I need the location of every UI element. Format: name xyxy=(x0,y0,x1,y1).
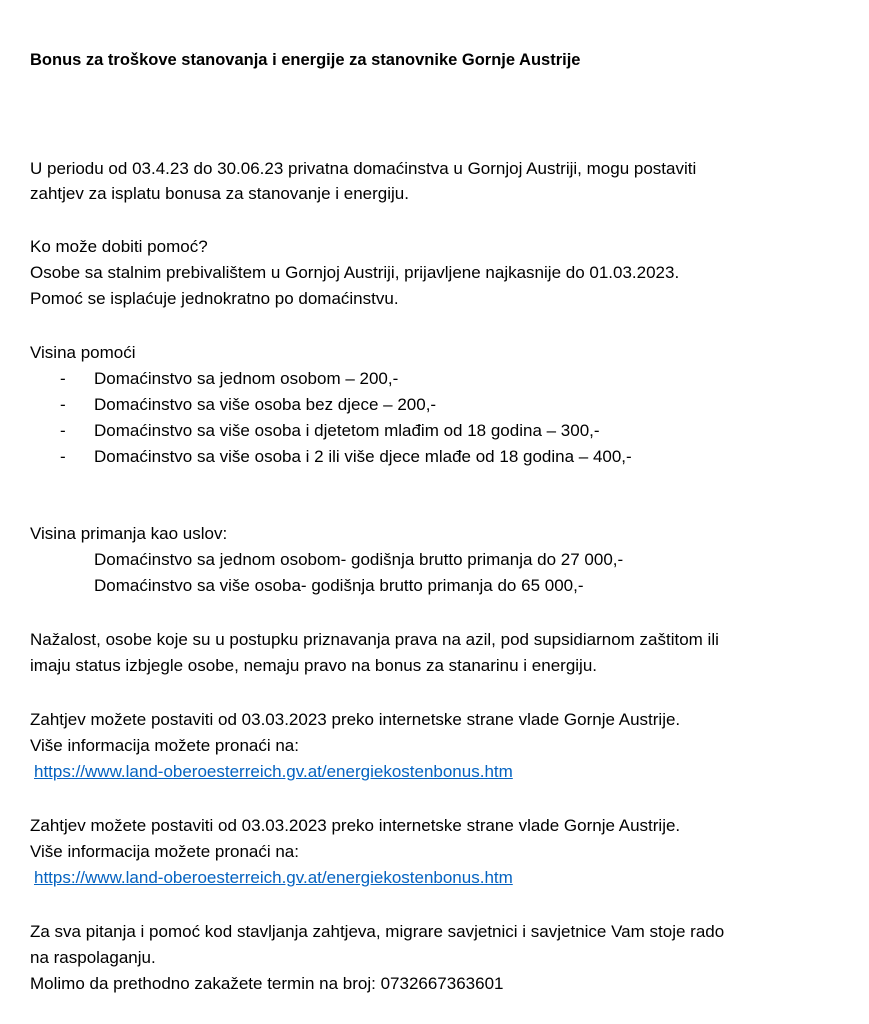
exclusion-line-2: imaju status izbjegle osobe, nemaju pravo na bonus za stanarinu i energiju. xyxy=(30,656,598,675)
amount-item-text: Domaćinstvo sa više osoba bez djece – 200,- xyxy=(94,395,437,414)
application-line-1: Zahtjev možete postaviti od 03.03.2023 preko internetske strane vlade Gornje Austrije. xyxy=(30,816,681,835)
bullet-dash: - xyxy=(60,395,66,414)
amount-heading: Visina pomoći xyxy=(30,343,136,362)
contact-phone-line: Molimo da prethodno zakažete termin na broj: 0732667363601 xyxy=(30,974,504,993)
amount-item-text: Domaćinstvo sa jednom osobom – 200,- xyxy=(94,369,399,388)
contact-line-1: Za sva pitanja i pomoć kod stavljanja zahtjeva, migrare savjetnici i savjetnice Vam stoje rado xyxy=(30,922,725,941)
application-line-1: Zahtjev možete postaviti od 03.03.2023 preko internetske strane vlade Gornje Austrije. xyxy=(30,710,681,729)
eligibility-line-1: Osobe sa stalnim prebivalištem u Gornjoj Austriji, prijavljene najkasnije do 01.03.2023. xyxy=(30,263,680,282)
intro-line-2: zahtjev za isplatu bonusa za stanovanje i energiju. xyxy=(30,184,409,203)
energy-bonus-link[interactable]: https://www.land-oberoesterreich.gv.at/energiekostenbonus.htm xyxy=(34,868,513,887)
application-line-2: Više informacija možete pronaći na: xyxy=(30,842,299,861)
amount-item-text: Domaćinstvo sa više osoba i djetetom mlađim od 18 godina – 300,- xyxy=(94,421,600,440)
application-line-2: Više informacija možete pronaći na: xyxy=(30,736,299,755)
exclusion-line-1: Nažalost, osobe koje su u postupku priznavanja prava na azil, pod supsidiarnom zaštitom ili xyxy=(30,630,719,649)
eligibility-heading: Ko može dobiti pomoć? xyxy=(30,237,208,256)
intro-line-1: U periodu od 03.4.23 do 30.06.23 privatna domaćinstva u Gornjoj Austriji, mogu postaviti xyxy=(30,159,697,178)
income-line-2: Domaćinstvo sa više osoba- godišnja brutto primanja do 65 000,- xyxy=(94,576,584,595)
income-heading: Visina primanja kao uslov: xyxy=(30,524,228,543)
amount-item-text: Domaćinstvo sa više osoba i 2 ili više djece mlađe od 18 godina – 400,- xyxy=(94,447,632,466)
document-title: Bonus za troškove stanovanja i energije za stanovnike Gornje Austrije xyxy=(30,51,581,69)
income-line-1: Domaćinstvo sa jednom osobom- godišnja brutto primanja do 27 000,- xyxy=(94,550,624,569)
contact-line-2: na raspolaganju. xyxy=(30,948,156,967)
bullet-dash: - xyxy=(60,421,66,440)
bullet-dash: - xyxy=(60,369,66,388)
bullet-dash: - xyxy=(60,447,66,466)
energy-bonus-link[interactable]: https://www.land-oberoesterreich.gv.at/energiekostenbonus.htm xyxy=(34,762,513,781)
eligibility-line-2: Pomoć se isplaćuje jednokratno po domaćinstvu. xyxy=(30,289,399,308)
